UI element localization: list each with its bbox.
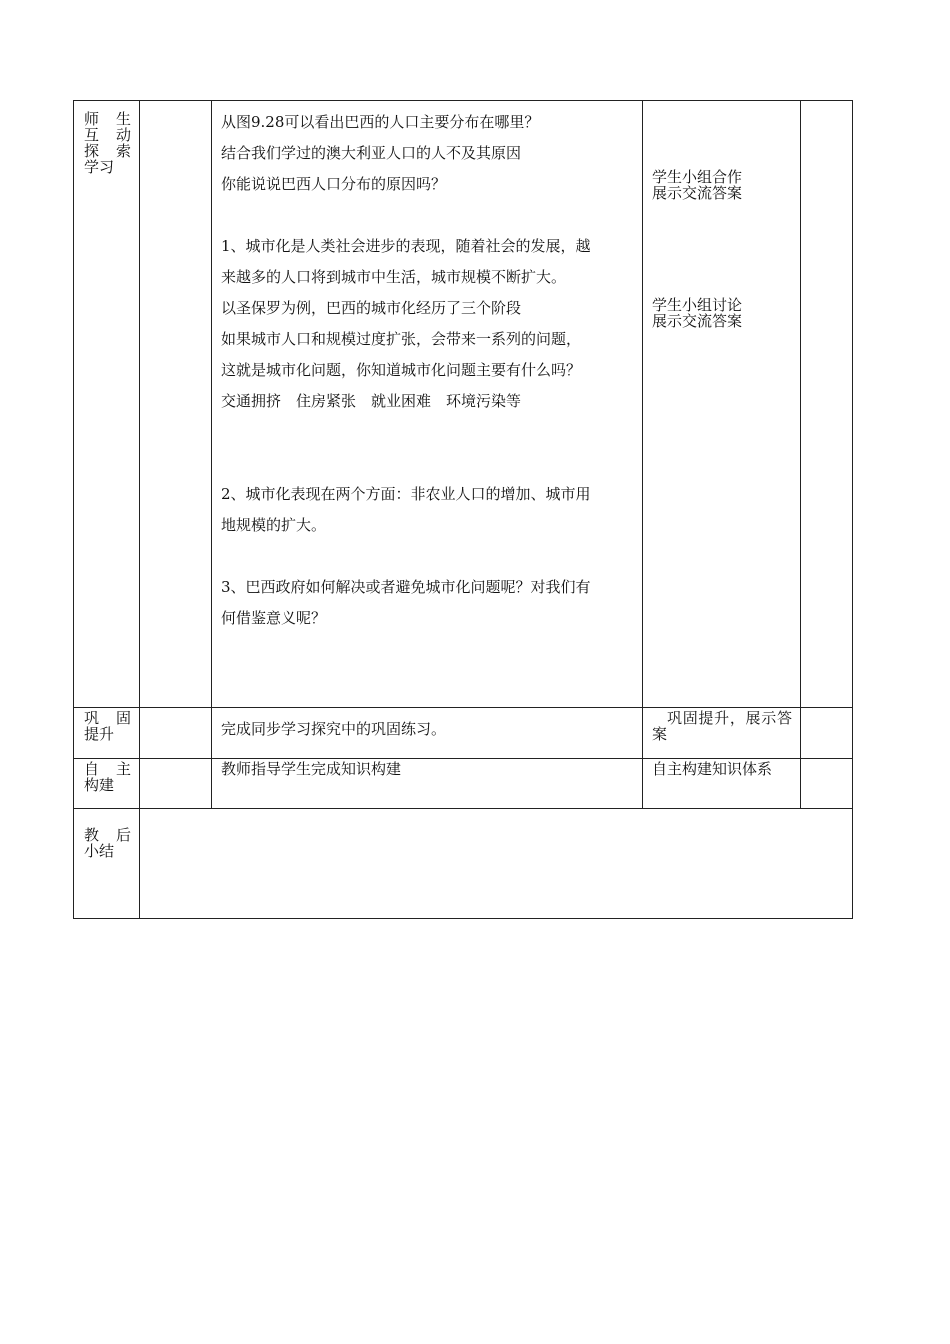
content-line: 地规模的扩大。 — [221, 516, 327, 534]
content-line: 结合我们学过的澳大利亚人口的人不及其原因 — [221, 144, 522, 162]
label-line: 巩 固 — [84, 709, 131, 727]
empty-cell — [801, 101, 853, 708]
label-consolidate — [74, 708, 140, 759]
empty-cell — [140, 708, 212, 759]
activity-line: 展示交流答案 — [652, 184, 743, 202]
content-line: 如果城市人口和规模过度扩张，会带来一系列的问题， — [221, 330, 582, 348]
content-line: 来越多的人口将到城市中生活，城市规模不断扩大。 — [221, 268, 567, 286]
label-summary — [74, 809, 140, 919]
row-summary — [74, 809, 853, 919]
content-line: 从图9.28可以看出巴西的人口主要分布在哪里？ — [221, 113, 540, 131]
content-line: 你能说说巴西人口分布的原因吗？ — [221, 175, 447, 193]
activity-consolidate: 巩固提升，展示答案 — [643, 708, 801, 759]
label-line: 构建 — [84, 776, 115, 794]
activity-line: 学生小组讨论 — [652, 296, 743, 314]
row-consolidate — [74, 708, 853, 759]
label-explore — [74, 101, 140, 708]
label-line: 自 主 — [84, 760, 131, 778]
activity-line: 展示交流答案 — [652, 312, 743, 330]
empty-cell — [140, 759, 212, 809]
empty-cell — [801, 708, 853, 759]
lesson-plan-table — [73, 100, 853, 919]
label-line: 学习 — [84, 158, 115, 176]
content-explore — [212, 101, 643, 708]
empty-cell — [801, 759, 853, 809]
label-line: 教 后 — [84, 826, 131, 844]
label-self-build — [74, 759, 140, 809]
content-line: 3、巴西政府如何解决或者避免城市化问题呢？对我们有 — [221, 578, 591, 596]
content-line: 以圣保罗为例，巴西的城市化经历了三个阶段 — [221, 299, 522, 317]
content-self-build: 教师指导学生完成知识构建 — [212, 759, 643, 809]
activity-line: 学生小组合作 — [652, 168, 743, 186]
content-consolidate: 完成同步学习探究中的巩固练习。 — [212, 708, 643, 759]
label-line: 互 动 — [84, 126, 131, 144]
summary-cell — [140, 809, 853, 919]
content-line: 何借鉴意义呢？ — [221, 609, 327, 627]
content-line: 交通拥挤 住房紧张 就业困难 环境污染等 — [221, 392, 522, 410]
empty-cell — [140, 101, 212, 708]
label-line: 提升 — [84, 725, 115, 743]
row-explore — [74, 101, 853, 708]
activity-self-build: 自主构建知识体系 — [643, 759, 801, 809]
activity-explore — [643, 101, 801, 708]
label-line: 小结 — [84, 842, 115, 860]
content-line: 这就是城市化问题，你知道城市化问题主要有什么吗？ — [221, 361, 582, 379]
label-line: 探 索 — [84, 142, 131, 160]
content-line: 1、城市化是人类社会进步的表现，随着社会的发展，越 — [221, 237, 591, 255]
content-line: 2、城市化表现在两个方面：非农业人口的增加、城市用 — [221, 485, 591, 503]
label-line: 师 生 — [84, 110, 131, 128]
row-self-build — [74, 759, 853, 809]
